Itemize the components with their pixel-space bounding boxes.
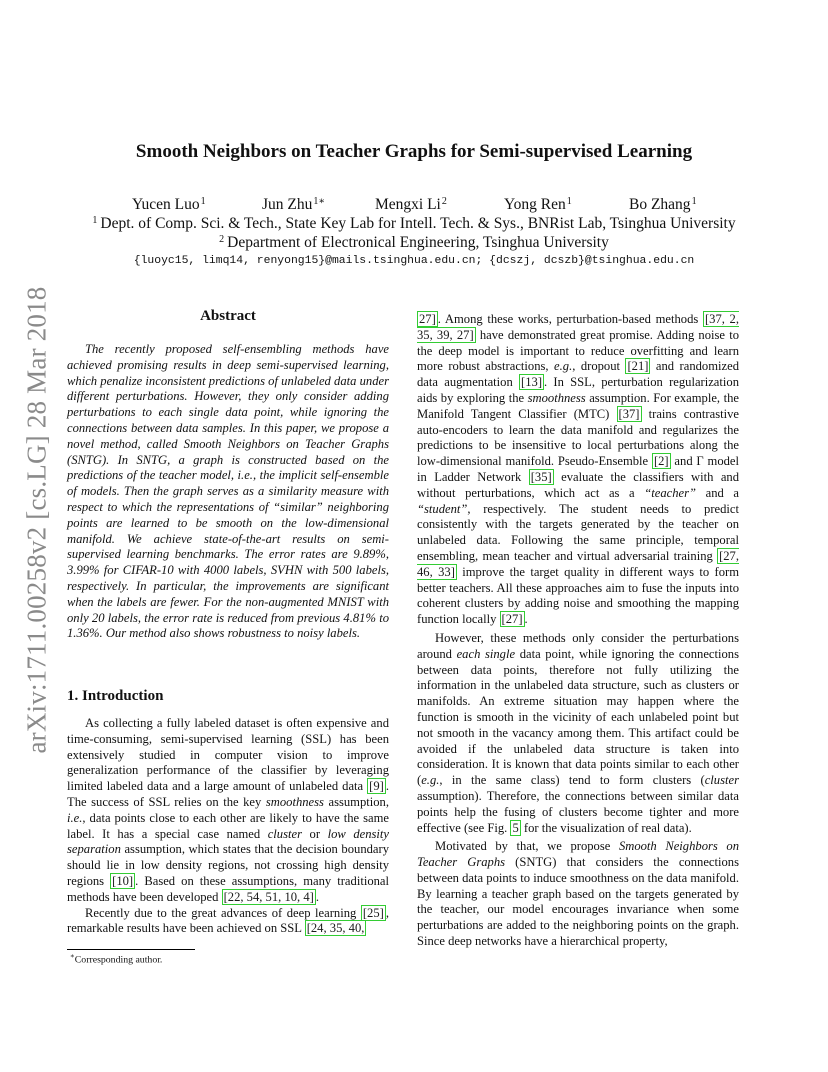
author: Yucen Luo$^1$ (132, 196, 206, 213)
citation-link[interactable]: [35] (530, 469, 552, 484)
footnote: ∗Corresponding author. (70, 952, 163, 966)
introduction-body (67, 716, 389, 937)
footnote-rule (67, 949, 195, 950)
citation-link[interactable]: [10] (112, 873, 134, 888)
citation-link[interactable]: [22, 54, 51, 10, 4] (223, 889, 314, 904)
abstract-heading: Abstract (200, 308, 256, 324)
abstract-body (67, 342, 389, 642)
citation-link[interactable]: [25] (362, 905, 384, 920)
author: Yong Ren$^1$ (504, 196, 572, 213)
citation-link[interactable]: [2] (653, 454, 669, 469)
paragraph: Recently due to the great advances of deep learning [25] , remarkable results have been achieved on SSL [24, 35, 40, (67, 905, 389, 936)
author-emails: {luoyc15, limq14, renyong15}@mails.tsinghua.edu.cn; {dcszj, dcszb}@tsinghua.edu.cn (133, 255, 695, 267)
citation-link[interactable]: [13] (521, 375, 543, 390)
citation-link[interactable]: [37, 2, 35, 39, 27] (417, 312, 740, 342)
paragraph: However, these methods only consider the perturbations around each single data point, while ignoring the connections between data points, therefore not fully utilizing the information in the unlabeled data structure, such as clusters or manifolds. An extreme situation may happen where the function is smooth in the vicinity of each unlabeled point but not smooth in the vacancy among them. This artifact could be avoided if the unlabeled data structure is taken into consideration. It is known that data points similar to each other (e.g., in the same class) tend to form clusters (cluster assumption). Therefore, the connections between similar data points help the fusing of clusters become tighter and more effective (see Fig. 5 for the visualization of real data). (417, 630, 739, 835)
abstract-paragraph: The recently proposed self-ensembling methods have achieved promising results in deep semi-supervised learning, which penalize inconsistent predictions of unlabeled data under different perturbations. However, they only consider adding perturbations to each single data point, while ignoring the connections between data samples. In this paper, we propose a novel method, called Smooth Neighbors on Teacher Graphs (SNTG). In SNTG, a graph is constructed based on the predictions of the teacher model, i.e., the implicit self-ensemble of models. Then the graph serves as a similarity measure with respect to which the representations of “similar” neighboring points are learned to be smooth on the low-dimensional manifold. We achieve state-of-the-art results on semi-supervised learning benchmarks. The error rates are 9.89%, 3.99% for CIFAR-10 with 4000 labels, SVHN with 500 labels, respectively. In particular, the improvements are significant when the labels are fewer. For the non-augmented MNIST with only 20 labels, the error rate is reduced from previous 4.81% to 1.36%. Our method also shows robustness to noisy labels. (67, 342, 389, 641)
author: Bo Zhang$^1$ (629, 196, 697, 213)
figure-link[interactable]: 5 (512, 820, 519, 835)
arxiv-stamp: arXiv:1711.00258v2 [cs.LG] 28 Mar 2018 (21, 286, 52, 754)
paragraph: 27] . Among these works, perturbation-based methods [37, 2, 35, 39, 27] have demonstrated great promise. Adding noise to the deep model is important to reduce overfitting and learn more robust abstractions, e.g., dropout [21] and randomized data augmentation [13] . In SSL, perturbation regularization aids by exploring the smoothness assumption. For example, the Manifold Tangent Classifier (MTC) [37] trains contrastive auto-encoders to learn the data manifold and regularizes the predictions to be insensitive to local perturbations along the low-dimensional manifold. Pseudo-Ensemble [2] and Γ model in Ladder Network [35] evaluate the classifiers with and without perturbations, which act as a “teacher” and a “student”, respectively. The student needs to predict consistently with the targets generated by the teacher on unlabeled data. Following the same principle, temporal ensembling, mean teacher and virtual adversarial training [27, 46, 33] improve the target quality in different ways to form better teachers. All these approaches aim to fuse the inputs into coherent clusters by adding noise and smoothing the mapping function locally [27] . (417, 312, 740, 627)
paragraph: Motivated by that, we propose Smooth Neighbors on Teacher Graphs (SNTG) that considers the connections between data points to induce smoothness on the data manifold. By learning a teacher graph based on the targets generated by the teacher, our model encourages invariance when some perturbations are added to the neighboring points on the graph. Since deep networks have a hierarchical property, (417, 839, 739, 949)
citation-link[interactable]: [21] (627, 359, 649, 374)
section-heading: 1. Introduction (67, 688, 164, 704)
citation-link[interactable]: [27] (501, 612, 523, 627)
citation-link[interactable]: [27, 46, 33] (417, 548, 739, 579)
paragraph: As collecting a fully labeled dataset is often expensive and time-consuming, semi-supervised learning (SSL) has been extensively studied in computer vision to improve generalization performance of the classifier by leveraging limited labeled data and a large amount of unlabeled data [9] . The success of SSL relies on the key smoothness assumption, i.e., data points close to each other are likely to have the same label. It has a special case named cluster or low density separation assumption, which states that the decision boundary should lie in low density regions, not crossing high density regions [10] . Based on these assumptions, many traditional methods have been developed [22, 54, 51, 10, 4] . (67, 716, 390, 904)
citation-link[interactable]: [37] (618, 406, 640, 421)
citation-link[interactable]: 27] (419, 312, 436, 326)
citation-link[interactable]: [24, 35, 40, (306, 921, 365, 936)
author-list (60, 196, 780, 216)
affiliation: $^1$ Dept. of Comp. Sci. & Tech., State Key Lab for Intell. Tech. & Sys., BNRist Lab, Tsinghua University (92, 215, 736, 232)
paper-title: Smooth Neighbors on Teacher Graphs for Semi-supervised Learning (135, 141, 693, 162)
right-column-body (417, 312, 739, 950)
author: Mengxi Li$^2$ (375, 196, 447, 213)
citation-link[interactable]: [9] (369, 779, 384, 794)
affiliation: $^2$ Department of Electronical Engineering, Tsinghua University (219, 234, 609, 251)
author: Jun Zhu$^{1∗}$ (262, 196, 326, 213)
